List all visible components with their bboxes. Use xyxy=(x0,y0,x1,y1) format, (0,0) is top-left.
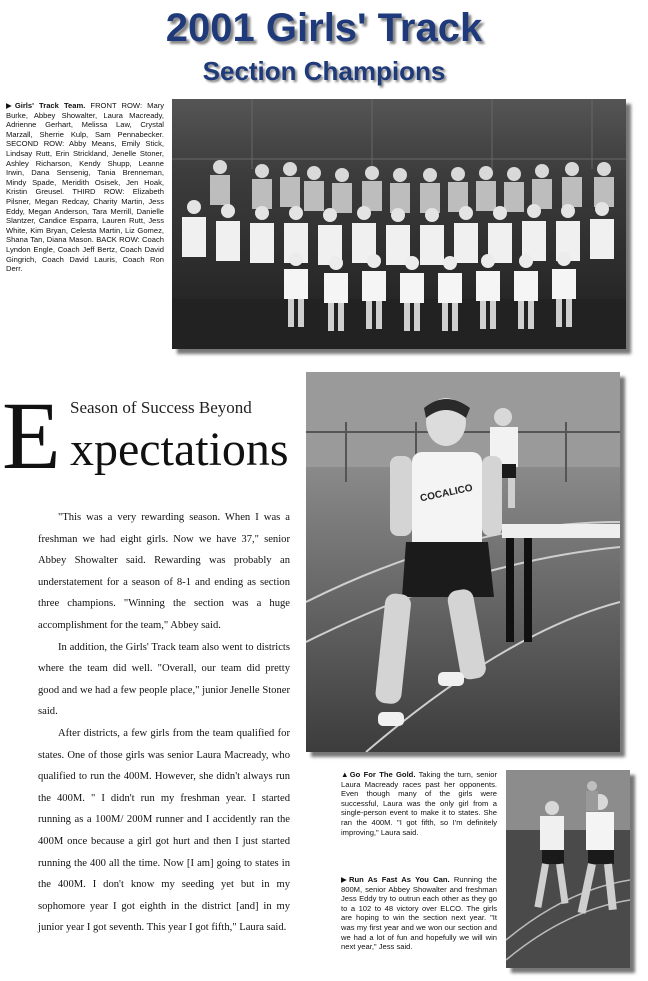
relay-photo xyxy=(506,770,630,968)
relay-photo-caption xyxy=(341,875,497,952)
page-title: 2001 Girls' Track xyxy=(165,6,483,50)
gold-caption-text: Taking the turn, senior Laura Macready races past her opponents. Even though many of the girls were successful, Laura was the only girl from a single-person event to make it to states. She ran the 400M. "I got fifth, so I'm definitely improving," Laura said. xyxy=(341,770,498,837)
fast-caption-text: Running the 800M, senior Abbey Showalter and freshman Jess Eddy try to outrun each other as they go to a 102 to 48 victory over ELCO. The girls are hoping to win the section next year. "It was my first year and we won our section and we had a lot of fun and hopefully we will win next year," Jess said. xyxy=(341,875,497,952)
caption-triangle-icon: ▲ xyxy=(341,770,350,779)
article-paragraph-2: In addition, the Girls' Track team also went to districts where the team did well. "Overall, our team did pretty good and we had a few people place," junior Jenelle Stoner said. xyxy=(38,641,290,718)
article-headline: xpectations xyxy=(70,423,289,476)
fast-caption-lead: Run As Fast As You Can. xyxy=(349,875,450,884)
caption-arrow-icon: ▶ xyxy=(6,101,15,110)
runner-photo-image xyxy=(306,372,620,752)
runner-jersey-text: COCALICO xyxy=(419,482,474,505)
article-kicker: Season of Success Beyond xyxy=(70,398,252,417)
team-photo xyxy=(172,99,626,349)
runner-photo xyxy=(306,372,620,752)
article-paragraph-1: "This was a very rewarding season. When I was a freshman we had eight girls. Now we have 37," senior Abbey Showalter said. Rewarding was probably an understatement for a season of 8-1 and ending as section three champions. "Winning the section was a huge accomplishment for the team," Abbey said. xyxy=(38,512,290,631)
drop-cap: E xyxy=(2,382,61,489)
article-paragraph-3: After districts, a few girls from the team qualified for states. One of those girls was senior Laura Macready, who qualified to run the 400M. However, she didn't always run the 400M. " I didn't run my freshman year. I started running as a 100M/ 200M runner and I accidently ran the 400M once because a girl got hurt and then I just started running the 400 all the time. Now [I am] going to states in the 400M. I don't know my seeding yet but in my sophomore year I got eighth in the district [and] in my junior year I got seventh. This year I got fifth," Laura said. xyxy=(38,727,290,934)
article-body xyxy=(38,507,290,939)
gold-caption-lead: Go For The Gold. xyxy=(349,770,416,779)
team-caption-lead: Girls' Track Team. xyxy=(14,101,86,110)
page-subtitle: Section Champions xyxy=(202,56,446,86)
runner-photo-caption xyxy=(341,770,497,837)
caption-arrow-icon-2: ▶ xyxy=(341,875,349,884)
team-photo-caption xyxy=(6,101,164,274)
relay-photo-image xyxy=(506,770,630,968)
team-caption-text: FRONT ROW: Mary Burke, Abbey Showalter, Laura Macready, Adrienne Gerhart, Melissa Law, Crystal Marzall, Sherrie Kulp, Sam Pennabecker. SECOND ROW: Abby Means, Emily Stick, Lindsay Rutt, Erin Strickland, Jenelle Stoner, Ashley Richarson, Kendy Shupp, Leanne Irwin, Dana Sensenig, Tania Brenneman, Mindy Spade, Meridith Osisek, Jen Hoak, Kristin Greusel. THIRD ROW: Elizabeth Pilsner, Megan Redcay, Charity Martin, Jess Eddy, Megan Anderson, Tara Merrill, Danielle Slantzer, Candice Esparra, Lauren Rutt, Jess White, Kim Bryan, Celesta Martin, Liz Gomez, Shana Tan, Diana Mason. BACK ROW: Coach Lyndon Engle, Coach Jeff Bertz, Coach David Gingrich, Coach David Lauris, Coach Ron Derr. xyxy=(6,101,165,274)
team-photo-image xyxy=(172,99,626,349)
